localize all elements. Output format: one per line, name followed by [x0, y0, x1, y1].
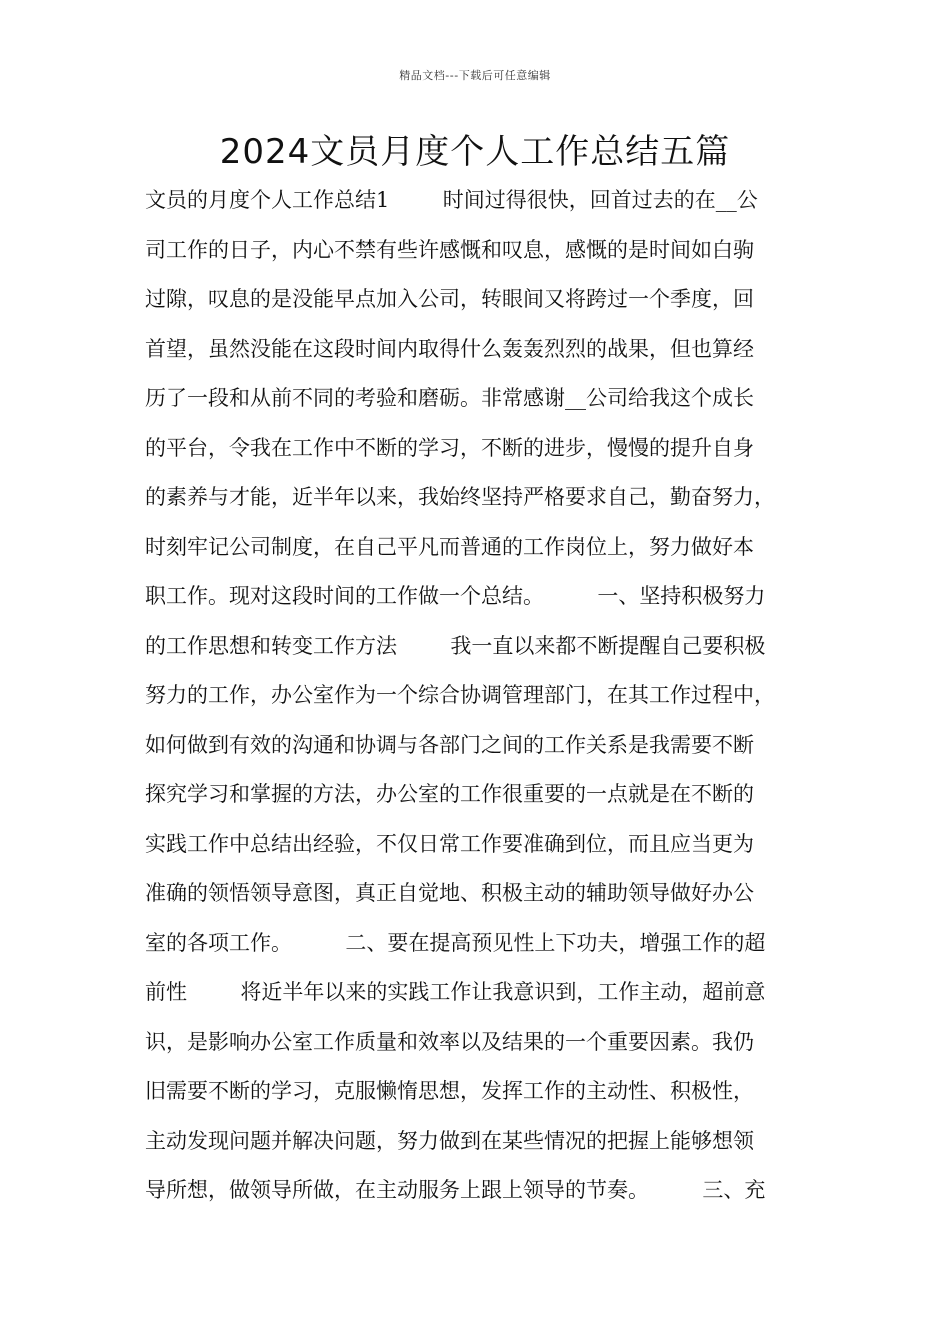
body-line: 的工作思想和转变工作方法 我一直以来都不断提醒自己要积极: [145, 633, 766, 658]
body-line: 历了一段和从前不同的考验和磨砺。非常感谢__公司给我这个成长: [145, 386, 754, 410]
body-line: 过隙，叹息的是没能早点加入公司，转眼间又将跨过一个季度，回: [145, 287, 754, 311]
body-line: 主动发现问题并解决问题，努力做到在某些情况的把握上能够想领: [145, 1128, 754, 1153]
page-header-caption: 精品文档---下载后可任意编辑: [399, 69, 551, 82]
body-line: 的素养与才能，近半年以来，我始终坚持严格要求自己，勤奋努力，: [145, 485, 775, 509]
body-line: 旧需要不断的学习，克服懒惰思想，发挥工作的主动性、积极性，: [145, 1079, 754, 1103]
body-line: 探究学习和掌握的方法，办公室的工作很重要的一点就是在不断的: [145, 782, 754, 806]
body-line: 的平台，令我在工作中不断的学习，不断的进步，慢慢的提升自身: [145, 435, 754, 460]
body-line: 导所想，做领导所做，在主动服务上跟上领导的节奏。 三、充: [145, 1178, 766, 1202]
body-line: 实践工作中总结出经验，不仅日常工作要准确到位，而且应当更为: [145, 831, 754, 856]
body-line: 前性 将近半年以来的实践工作让我意识到，工作主动，超前意: [145, 980, 766, 1004]
body-line: 时刻牢记公司制度，在自己平凡而普通的工作岗位上，努力做好本: [145, 534, 754, 559]
document-body: [145, 176, 825, 1216]
body-line: 职工作。现对这段时间的工作做一个总结。 一、坚持积极努力: [145, 584, 766, 608]
body-line: 司工作的日子，内心不禁有些许感慨和叹息，感慨的是时间如白驹: [145, 237, 754, 262]
document-title: 2024文员月度个人工作总结五篇: [219, 132, 731, 172]
body-line: 室的各项工作。 二、要在提高预见性上下功夫，增强工作的超: [145, 930, 766, 955]
body-line: 如何做到有效的沟通和协调与各部门之间的工作关系是我需要不断: [145, 732, 754, 757]
body-line: 文员的月度个人工作总结1 时间过得很快，回首过去的在__公: [145, 188, 758, 212]
body-line: 首望，虽然没能在这段时间内取得什么轰轰烈烈的战果，但也算经: [145, 336, 754, 361]
body-line: 准确的领悟领导意图，真正自觉地、积极主动的辅助领导做好办公: [145, 881, 754, 905]
body-line: 识，是影响办公室工作质量和效率以及结果的一个重要因素。我仍: [145, 1029, 754, 1054]
body-line: 努力的工作，办公室作为一个综合协调管理部门，在其工作过程中，: [145, 683, 775, 707]
